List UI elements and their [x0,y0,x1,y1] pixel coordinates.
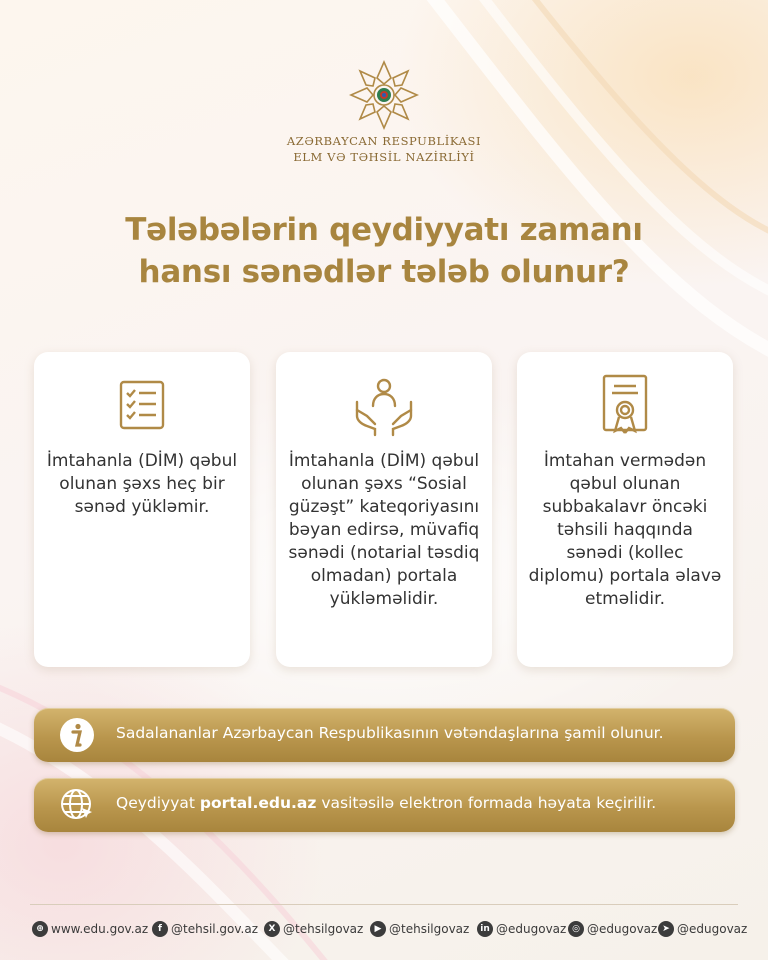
page-title-line1: Tələbələrin qeydiyyatı zamanı [125,212,643,248]
linkedin-icon: in [477,921,493,937]
facebook-icon: f [152,921,168,937]
info-icon [58,716,96,754]
ministry-name-line1: AZƏRBAYCAN RESPUBLİKASI [286,134,482,148]
footer-social-links [28,919,748,939]
card-text: İmtahanla (DİM) qəbul olunan şəxs heç bir sənəd yükləmir. [46,451,238,517]
citizenship-note-text: Sadalananlar Azərbaycan Respublikasının vətəndaşlarına şamil olunur. [116,724,664,742]
footer-link-x[interactable]: X @tehsilgovaz [264,919,363,939]
checklist-icon [109,372,175,438]
info-card-exam-admission [34,352,250,667]
registration-portal-bar [34,778,735,832]
footer-link-linkedin[interactable]: in @edugovaz [477,919,566,939]
certificate-icon [592,372,658,438]
youtube-icon: ▶ [370,921,386,937]
registration-portal-text: Qeydiyyat portal.edu.az vasitəsilə elektron formada həyata keçirilir. [116,794,657,812]
card-text: İmtahanla (DİM) qəbul olunan şəxs “Sosial güzəşt” kateqoriyasını bəyan edirsə, müvafiq sənədi (notarial təsdiq olmadan) portala yükləməlidir. [288,451,480,609]
ministry-name-line2: ELM VƏ TƏHSİL NAZİRLİYİ [293,150,475,164]
footer-link-telegram[interactable]: ➤ @edugovaz [658,919,747,939]
info-card-social-benefit [276,352,492,667]
instagram-icon: ◎ [568,921,584,937]
citizenship-note-bar [34,708,735,762]
footer-link-facebook[interactable]: f @tehsil.gov.az [152,919,258,939]
globe-cursor-icon [58,786,96,824]
portal-link[interactable]: portal.edu.az [199,794,317,812]
web-icon: ⊕ [32,921,48,937]
footer-link-youtube[interactable]: ▶ @tehsilgovaz [370,919,469,939]
ministry-emblem [347,58,421,132]
info-card-subbachelor [517,352,733,667]
page-title-line2: hansı sənədlər tələb olunur? [138,254,630,290]
x-icon: X [264,921,280,937]
footer-link-instagram[interactable]: ◎ @edugovaz [568,919,657,939]
footer-divider [30,904,738,905]
telegram-icon: ➤ [658,921,674,937]
card-text: İmtahan vermədən qəbul olunan subbakalavr öncəki təhsili haqqında sənədi (kollec diplomu) portala əlavə etməlidir. [528,451,722,609]
person-hands-icon [351,372,417,438]
footer-link-website[interactable]: ⊕ www.edu.gov.az [32,919,148,939]
